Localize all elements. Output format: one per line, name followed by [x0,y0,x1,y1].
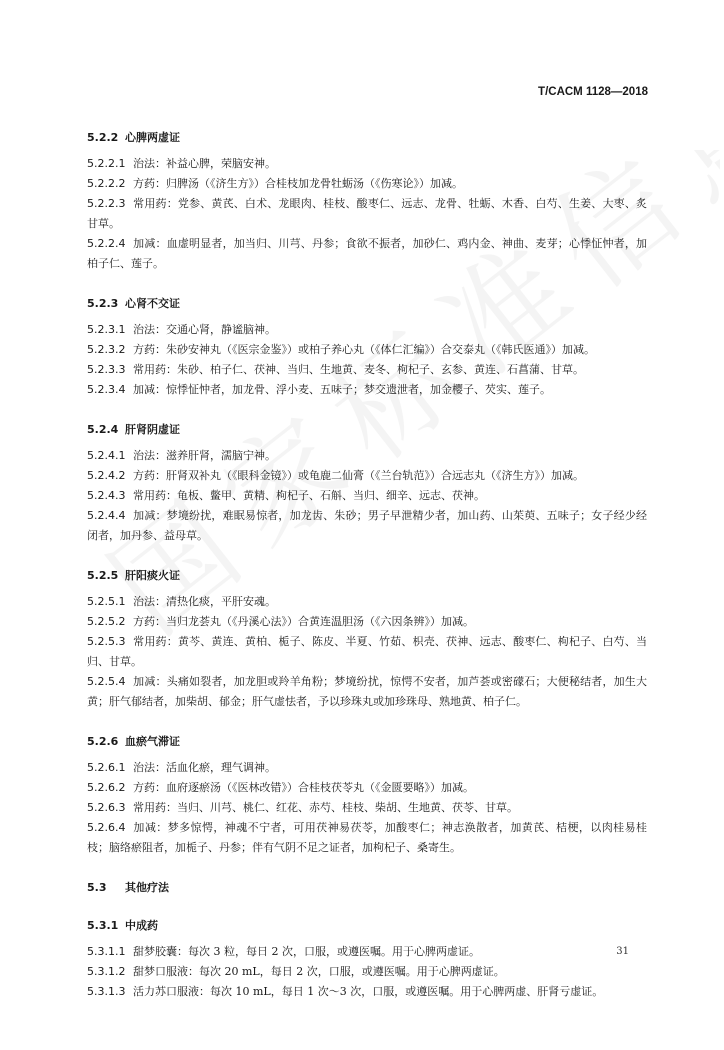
clause-number: 5.2.3.1 [87,323,126,336]
clause-text: 加减：头痛如裂者，加龙胆或羚羊角粉；梦境纷扰，惊愕不安者，加芦荟或密礞石；大便秘结者，加生大黄；肝气郁结者，加柴胡、郁金；肝气虚怯者，予以珍珠丸或加珍珠母、熟地黄、柏子仁。 [87,675,647,708]
clause [87,982,647,1002]
clause [87,942,647,962]
section-title: 中成药 [125,919,158,932]
clause-text: 治法：补益心脾，荣脑安神。 [133,157,276,170]
clause-number: 5.2.2.4 [87,237,126,250]
section-title: 心肾不交证 [125,297,180,310]
clause [87,174,647,194]
clause-text: 方药：当归龙荟丸（《丹溪心法》）合黄连温胆汤（《六因条辨》）加减。 [133,615,474,628]
clause-number: 5.2.2.3 [87,197,126,210]
clause [87,632,647,672]
clause [87,798,647,818]
clause-text: 常用药：党参、黄芪、白术、龙眼肉、桂枝、酸枣仁、远志、龙骨、牡蛎、木香、白芍、生姜、大枣、炙甘草。 [87,197,647,230]
section-heading [87,130,647,146]
clause [87,320,647,340]
document-body [87,124,647,1002]
section-title: 其他疗法 [125,881,169,894]
section-heading [87,880,647,896]
clause-number: 5.2.3.2 [87,343,126,356]
section-heading [87,734,647,750]
clause-number: 5.2.4.1 [87,449,126,462]
section-heading [87,568,647,584]
clause-text: 方药：朱砂安神丸（《医宗金鉴》）或柏子养心丸（《体仁汇编》）合交泰丸（《韩氏医通》）加减。 [133,343,595,356]
clause [87,194,647,234]
clause-text: 甜梦口服液：每次 20 mL，每日 2 次，口服，或遵医嘱。用于心脾两虚证。 [133,965,505,978]
clause-number: 5.3.1.1 [87,945,126,958]
clause [87,466,647,486]
clause-number: 5.2.6.2 [87,781,126,794]
clause [87,612,647,632]
section-title: 肝阳痰火证 [125,569,180,582]
section-number: 5.2.4 [87,423,119,436]
clause [87,672,647,712]
clause [87,592,647,612]
clause [87,154,647,174]
clause-number: 5.2.6.1 [87,761,126,774]
section-title: 肝肾阴虚证 [125,423,180,436]
section-number: 5.2.6 [87,735,119,748]
section-heading [87,918,647,934]
section-title: 心脾两虚证 [125,131,180,144]
section-number: 5.2.3 [87,297,119,310]
clause [87,446,647,466]
clause [87,962,647,982]
page-number: 31 [616,946,629,957]
clause-number: 5.2.6.4 [87,821,126,834]
clause-text: 甜梦胶囊：每次 3 粒，每日 2 次，口服，或遵医嘱。用于心脾两虚证。 [133,945,480,958]
clause-text: 方药：血府逐瘀汤（《医林改错》）合桂枝茯苓丸（《金匮要略》）加减。 [133,781,474,794]
section-number: 5.3 [87,881,107,894]
section-title: 血瘀气滞证 [125,735,180,748]
clause [87,360,647,380]
clause-number: 5.3.1.2 [87,965,126,978]
clause-text: 加减：血虚明显者，加当归、川芎、丹参；食欲不振者，加砂仁、鸡内金、神曲、麦芽；心悸怔忡者，加柏子仁、莲子。 [87,237,647,270]
section-heading [87,422,647,438]
clause-number: 5.2.4.2 [87,469,126,482]
clause [87,234,647,274]
clause [87,340,647,360]
clause-text: 常用药：龟板、鳖甲、黄精、枸杞子、石斛、当归、细辛、远志、茯神。 [133,489,485,502]
clause-number: 5.2.4.3 [87,489,126,502]
section-number: 5.2.5 [87,569,119,582]
clause-text: 活力苏口服液：每次 10 mL，每日 1 次～3 次，口服，或遵医嘱。用于心脾两虚、肝肾亏虚证。 [133,985,604,998]
clause-number: 5.2.3.3 [87,363,126,376]
clause [87,758,647,778]
clause-number: 5.2.4.4 [87,509,126,522]
clause-text: 方药：归脾汤（《济生方》）合桂枝加龙骨牡蛎汤（《伤寒论》）加减。 [133,177,463,190]
document-code: T/CACM 1128—2018 [538,86,648,98]
clause-text: 加减：惊悸怔忡者，加龙骨、浮小麦、五味子；梦交遗泄者，加金樱子、芡实、莲子。 [133,383,551,396]
clause-text: 方药：肝肾双补丸（《眼科金镜》）或龟鹿二仙膏（《兰台轨范》）合远志丸（《济生方》）加减。 [133,469,584,482]
clause-number: 5.2.2.1 [87,157,126,170]
section-heading [87,296,647,312]
clause [87,486,647,506]
clause-text: 常用药：朱砂、柏子仁、茯神、当归、生地黄、麦冬、枸杞子、玄参、黄连、石菖蒲、甘草。 [133,363,584,376]
section-number: 5.2.2 [87,131,119,144]
clause [87,818,647,858]
clause-text: 常用药：当归、川芎、桃仁、红花、赤芍、桂枝、柴胡、生地黄、茯苓、甘草。 [133,801,518,814]
clause [87,380,647,400]
clause [87,506,647,546]
clause-text: 治法：活血化瘀，理气调神。 [133,761,276,774]
clause-text: 常用药：黄芩、黄连、黄柏、栀子、陈皮、半夏、竹茹、枳壳、茯神、远志、酸枣仁、枸杞子、白芍、当归、甘草。 [87,635,647,668]
clause-text: 加减：梦多惊愕，神魂不宁者，可用茯神易茯苓，加酸枣仁；神志涣散者，加黄芪、桔梗，以肉桂易桂枝；脑络瘀阻者，加栀子、丹参；伴有气阴不足之证者，加枸杞子、桑寄生。 [87,821,647,854]
clause-number: 5.2.3.4 [87,383,126,396]
clause [87,778,647,798]
clause-number: 5.2.6.3 [87,801,126,814]
clause-text: 治法：清热化痰，平肝安魂。 [133,595,276,608]
clause-number: 5.2.5.2 [87,615,126,628]
clause-number: 5.2.2.2 [87,177,126,190]
clause-text: 加减：梦境纷扰，难眠易惊者，加龙齿、朱砂；男子早泄精少者，加山药、山茱萸、五味子；女子经少经闭者，加丹参、益母草。 [87,509,647,542]
clause-number: 5.3.1.3 [87,985,126,998]
clause-number: 5.2.5.1 [87,595,126,608]
clause-number: 5.2.5.4 [87,675,126,688]
clause-text: 治法：交通心肾，静谧脑神。 [133,323,276,336]
clause-number: 5.2.5.3 [87,635,126,648]
section-number: 5.3.1 [87,919,119,932]
clause-text: 治法：滋养肝肾，濡脑宁神。 [133,449,276,462]
